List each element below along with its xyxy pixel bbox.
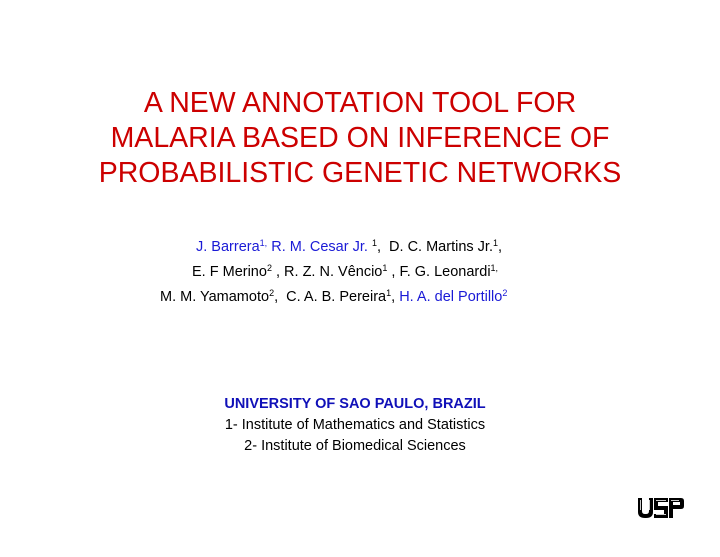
author-vencio-affil: 1 [382, 263, 388, 273]
author-pereira: C. A. B. Pereira [286, 289, 387, 305]
author-pereira-affil: 1 [386, 288, 392, 298]
author-cesar: R. M. Cesar Jr. [271, 239, 368, 255]
author-martins-affil: 1 [492, 238, 498, 248]
title-line-3: PROBABILISTIC GENETIC NETWORKS [98, 157, 622, 189]
author-merino: E. F Merino [192, 264, 267, 280]
author-yamamoto-affil: 2 [269, 288, 275, 298]
author-leonardi: F. G. Leonardi [399, 264, 491, 280]
author-del-portillo-affil: 2 [502, 288, 508, 298]
author-line-2 [192, 260, 498, 285]
author-martins-separator: , [498, 239, 503, 255]
title-line-2: MALARIA BASED ON INFERENCE OF [110, 122, 610, 154]
author-merino-affil: 2 [266, 263, 272, 273]
author-del-portillo: H. A. del Portillo [399, 289, 503, 305]
author-line-3 [160, 285, 507, 310]
author-yamamoto: M. M. Yamamoto [160, 289, 270, 305]
author-martins: D. C. Martins Jr. [389, 239, 493, 255]
author-yamamoto-separator: , [274, 289, 279, 305]
author-barrera-affil: 1, [259, 238, 268, 248]
author-cesar-affil: 1 [371, 238, 377, 248]
university-name: UNIVERSITY OF SAO PAULO, BRAZIL [224, 396, 486, 412]
slide-title [0, 86, 720, 191]
institute-1: 1- Institute of Mathematics and Statistics [224, 417, 486, 433]
institute-2: 2- Institute of Biomedical Sciences [244, 438, 466, 454]
author-vencio-separator: , [391, 264, 396, 280]
author-cesar-separator: , [376, 239, 381, 255]
author-vencio: R. Z. N. Vêncio [284, 264, 383, 280]
title-line-1: A NEW ANNOTATION TOOL FOR [143, 87, 577, 119]
author-pereira-separator: , [391, 289, 396, 305]
author-barrera: J. Barrera [196, 239, 260, 255]
author-line-1 [196, 235, 502, 260]
author-leonardi-affil: 1, [490, 263, 499, 273]
affiliations [0, 394, 710, 457]
author-merino-separator: , [275, 264, 281, 280]
usp-logo [637, 497, 685, 519]
